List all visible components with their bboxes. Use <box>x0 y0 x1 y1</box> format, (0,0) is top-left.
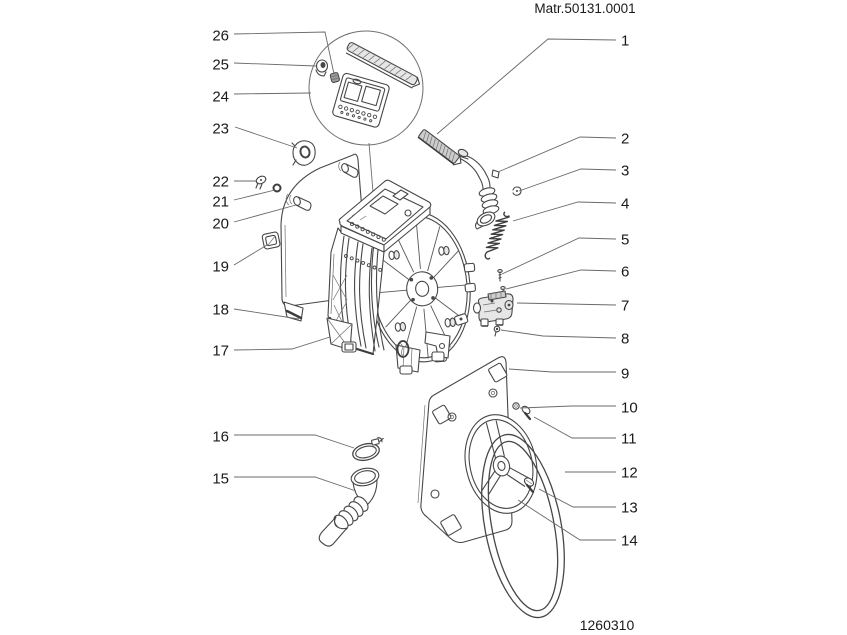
leader-line-21 <box>234 190 275 200</box>
callout-20: 20 <box>212 215 229 233</box>
matr-number: Matr.50131.0001 <box>534 1 636 16</box>
washer-10 <box>513 403 519 409</box>
callout-14: 14 <box>621 532 638 550</box>
doc-number: 1260310 <box>579 617 635 633</box>
callout-9: 9 <box>621 365 630 383</box>
leader-line-10 <box>520 406 616 408</box>
callout-12: 12 <box>621 464 638 482</box>
leader-line-9 <box>509 369 616 372</box>
panel-knob <box>316 60 328 76</box>
leader-line-6 <box>506 270 616 289</box>
small-clip <box>255 175 267 189</box>
callout-3: 3 <box>621 162 630 180</box>
callout-8: 8 <box>621 330 630 348</box>
leader-line-1 <box>437 39 616 134</box>
leader-line-19 <box>234 245 267 265</box>
callout-26: 26 <box>212 27 229 45</box>
callout-24: 24 <box>212 88 229 106</box>
leader-line-3 <box>519 169 616 191</box>
drain-hose <box>319 466 380 546</box>
control-panel-detail <box>332 73 390 129</box>
callout-18: 18 <box>212 301 229 319</box>
callout-1: 1 <box>621 32 630 50</box>
leader-line-2 <box>498 137 616 172</box>
panel-fastener <box>330 72 340 83</box>
callout-7: 7 <box>621 297 630 315</box>
callout-6: 6 <box>621 263 630 281</box>
leader-line-14 <box>518 500 616 540</box>
screw-11 <box>521 405 532 419</box>
leader-line-16 <box>234 435 354 448</box>
callout-23: 23 <box>212 120 229 138</box>
leader-line-8 <box>501 330 616 338</box>
leader-line-13 <box>539 489 616 507</box>
callout-13: 13 <box>621 499 638 517</box>
leader-line-11 <box>534 417 616 438</box>
callout-21: 21 <box>212 193 229 211</box>
screw-5 <box>498 270 502 281</box>
leader-line-5 <box>502 238 616 274</box>
fill-hose <box>457 148 500 229</box>
callout-22: 22 <box>212 173 229 191</box>
callout-4: 4 <box>621 195 630 213</box>
callout-15: 15 <box>212 470 229 488</box>
callout-25: 25 <box>212 56 229 74</box>
callout-2: 2 <box>621 130 630 148</box>
hose-clamp <box>350 436 387 463</box>
callout-19: 19 <box>212 258 229 276</box>
callout-17: 17 <box>212 342 229 360</box>
pump-assembly <box>474 291 514 326</box>
top-trim-bar <box>417 129 464 168</box>
parts-artwork <box>255 31 578 625</box>
leader-line-25 <box>234 63 316 66</box>
grommet-knob <box>292 141 315 165</box>
leader-line-17 <box>234 337 330 350</box>
leader-line-4 <box>513 202 616 221</box>
pump-bolt <box>494 326 500 336</box>
leader-line-15 <box>234 477 356 491</box>
leader-line-24 <box>234 93 311 94</box>
callout-11: 11 <box>621 430 637 448</box>
leader-line-7 <box>517 303 616 305</box>
callout-10: 10 <box>621 399 638 417</box>
callout-5: 5 <box>621 231 630 249</box>
leader-line-23 <box>235 127 297 148</box>
callout-16: 16 <box>212 428 229 446</box>
